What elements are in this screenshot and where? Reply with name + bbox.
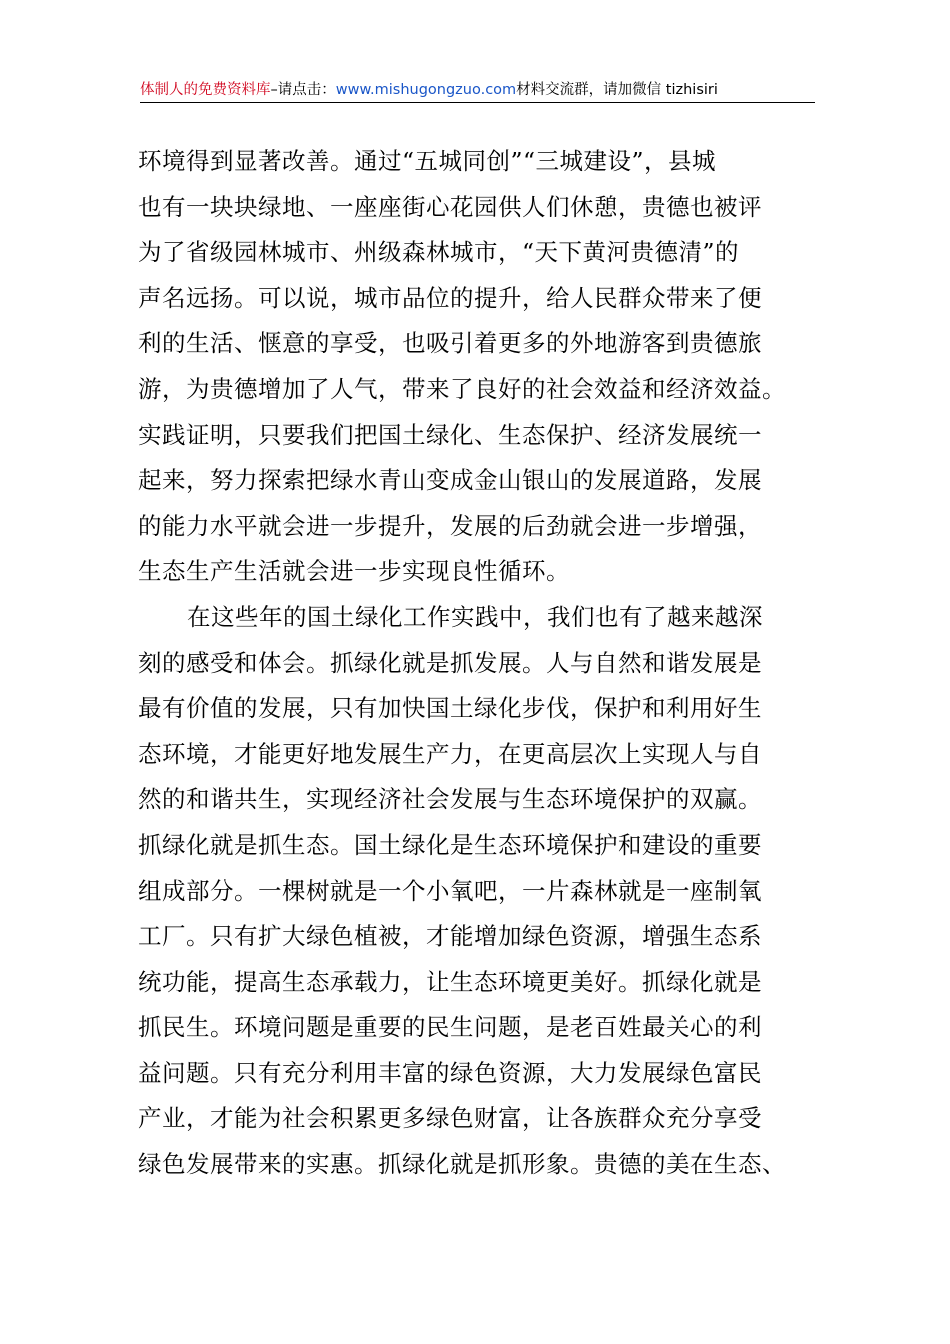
header-tail: 材料交流群，请加微信 tizhisiri (516, 82, 718, 98)
text-line: 刻的感受和体会。抓绿化就是抓发展。人与自然和谐发展是 (138, 648, 762, 677)
text-line: 也有一块块绿地、一座座街心花园供人们休憩，贵德也被评 (138, 192, 762, 221)
text-line: 抓民生。环境问题是重要的民生问题，是老百姓最关心的利 (138, 1013, 762, 1042)
header-url-link[interactable]: www.mishugongzuo.com (335, 82, 517, 98)
text-line: 最有价值的发展，只有加快国土绿化步伐，保护和利用好生 (138, 694, 762, 723)
text-line: 然的和谐共生，实现经济社会发展与生态环境保护的双赢。 (138, 785, 762, 814)
text-line: 起来，努力探索把绿水青山变成金山银山的发展道路，发展 (138, 466, 762, 495)
text-line: 绿色发展带来的实惠。抓绿化就是抓形象。贵德的美在生态、 (138, 1150, 786, 1179)
header-separator: –请点击： (270, 82, 336, 98)
text-line: 态环境，才能更好地发展生产力，在更高层次上实现人与自 (138, 739, 762, 768)
text-line: 声名远扬。可以说，城市品位的提升，给人民群众带来了便 (138, 283, 762, 312)
paragraph-first-line: 在这些年的国土绿化工作实践中，我们也有了越来越深 (187, 602, 763, 631)
text-line: 生态生产生活就会进一步实现良性循环。 (138, 557, 570, 586)
text-line: 组成部分。一棵树就是一个小氧吧，一片森林就是一座制氧 (138, 876, 762, 905)
text-line: 的能力水平就会进一步提升，发展的后劲就会进一步增强， (138, 511, 762, 540)
text-line: 益问题。只有充分利用丰富的绿色资源，大力发展绿色富民 (138, 1058, 762, 1087)
page-header (140, 80, 815, 103)
text-line: 统功能，提高生态承载力，让生态环境更美好。抓绿化就是 (138, 967, 762, 996)
document-body (138, 139, 828, 1188)
text-line: 环境得到显著改善。通过“五城同创”“三城建设”，县城 (138, 147, 717, 175)
text-line: 利的生活、惬意的享受，也吸引着更多的外地游客到贵德旅 (138, 329, 762, 358)
text-line: 实践证明，只要我们把国土绿化、生态保护、经济发展统一 (138, 420, 762, 449)
text-line: 为了省级园林城市、州级森林城市，“天下黄河贵德清”的 (138, 238, 740, 267)
text-line: 工厂。只有扩大绿色植被，才能增加绿色资源，增强生态系 (138, 922, 762, 951)
text-line: 游，为贵德增加了人气，带来了良好的社会效益和经济效益。 (138, 374, 786, 403)
header-brand: 体制人的免费资料库 (140, 82, 271, 98)
text-line: 产业，才能为社会积累更多绿色财富，让各族群众充分享受 (138, 1104, 762, 1133)
text-line: 抓绿化就是抓生态。国土绿化是生态环境保护和建设的重要 (138, 830, 762, 859)
